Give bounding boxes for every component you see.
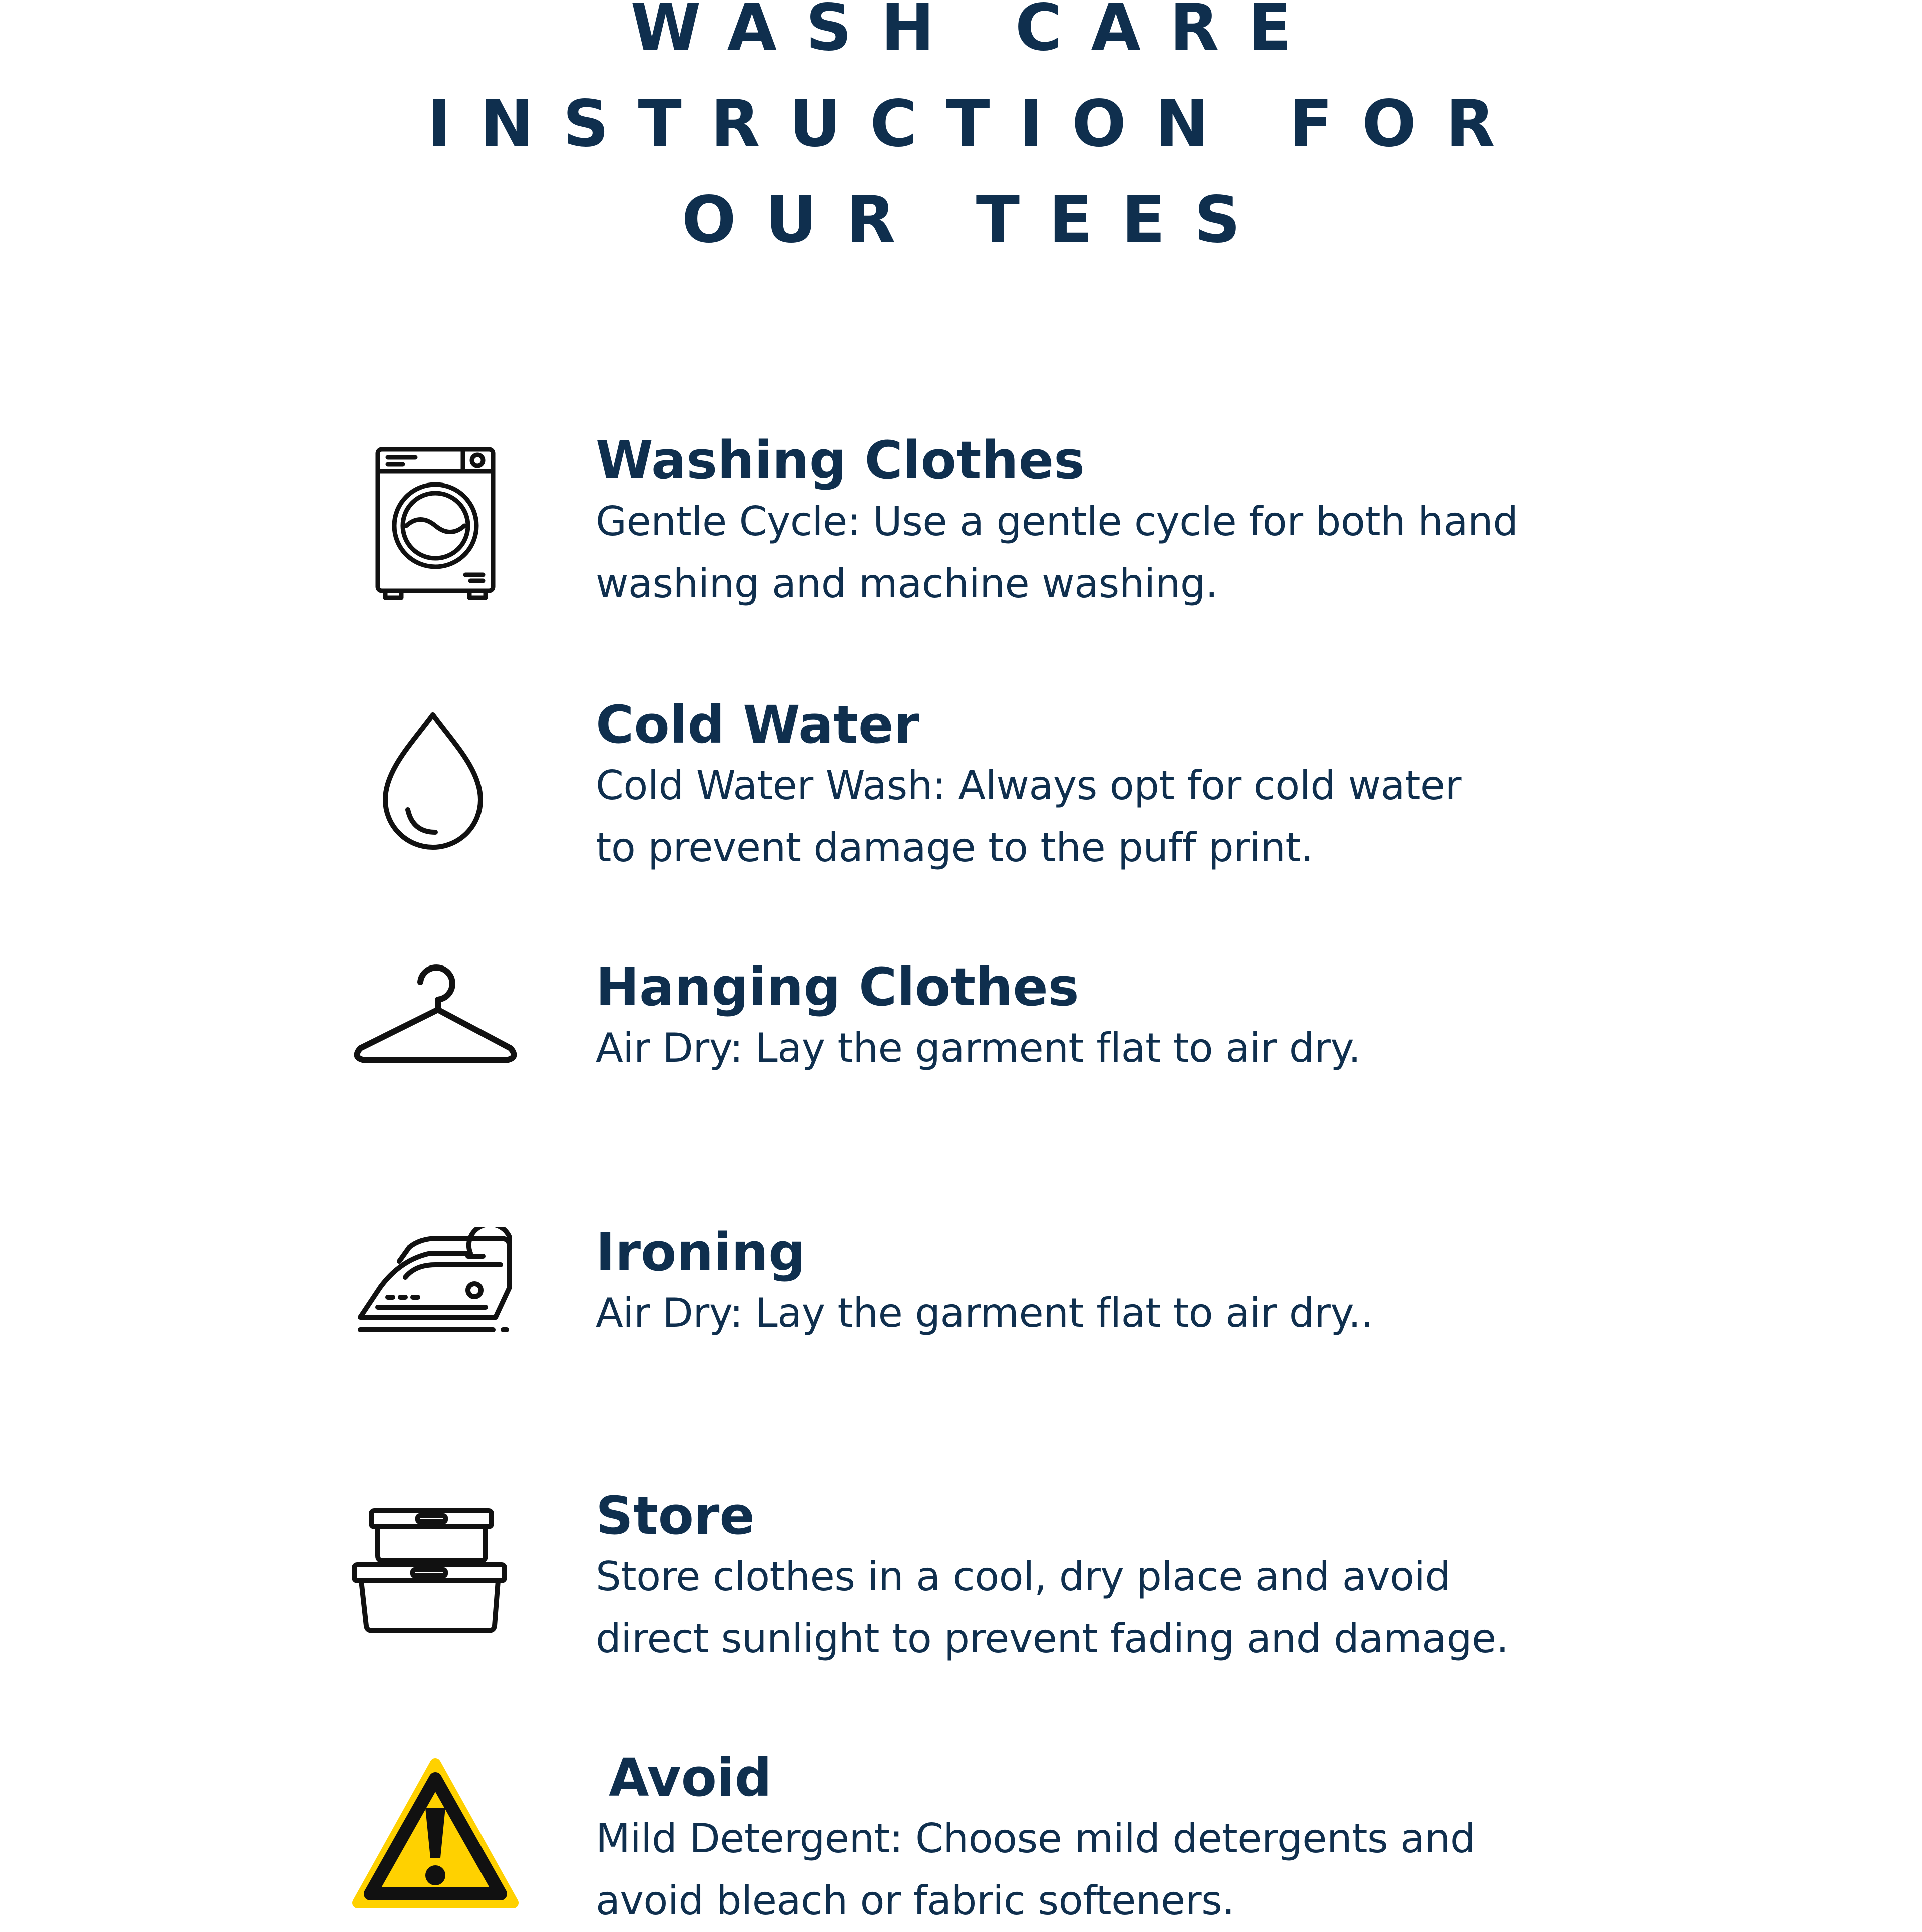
care-item-heading: Ironing [596,1222,806,1283]
description-line: to prevent damage to the puff print. [596,824,1314,871]
care-item-description [596,1546,1622,1670]
care-item-description [596,1808,1622,1932]
description-line: Mild Detergent: Choose mild detergents and [596,1815,1476,1862]
care-item-heading: Avoid [609,1747,772,1808]
title-line-2: INSTRUCTION FOR [427,87,1524,161]
care-item-text [596,430,1622,615]
description-line: avoid bleach or fabric softeners. [596,1877,1235,1924]
storage-box-icon [350,1506,511,1636]
iron-icon [350,1227,516,1342]
care-item-heading: Hanging Clothes [596,956,1079,1018]
hanger-icon [350,957,521,1072]
care-item-text [596,1486,1622,1670]
care-item-description [596,1017,1622,1079]
description-line: Air Dry: Lay the garment flat to air dry. [596,1025,1361,1071]
care-item-description [596,491,1622,615]
warning-icon [350,1758,521,1913]
page-title [0,0,1922,268]
description-line: direct sunlight to prevent fading and damage. [596,1615,1509,1662]
title-line-1: WASH CARE [630,0,1321,65]
care-item-text [596,1748,1622,1932]
care-item-heading: Washing Clothes [596,430,1085,491]
care-item-text [596,1222,1622,1344]
description-line: Air Dry: Lay the garment flat to air dry.. [596,1290,1373,1336]
description-line: washing and machine washing. [596,560,1218,607]
water-drop-icon [378,710,488,855]
care-item-text [596,957,1622,1079]
description-line: Store clothes in a cool, dry place and avoid [596,1553,1451,1600]
care-item-text [596,695,1622,879]
description-line: Gentle Cycle: Use a gentle cycle for both hand [596,498,1518,545]
washing-machine-icon [370,445,501,601]
care-item-heading: Store [596,1485,755,1546]
care-item-description [596,755,1622,879]
care-item-heading: Cold Water [596,694,919,755]
title-line-3: OUR TEES [681,183,1270,257]
description-line: Cold Water Wash: Always opt for cold water [596,762,1462,809]
care-item-description [596,1282,1622,1344]
